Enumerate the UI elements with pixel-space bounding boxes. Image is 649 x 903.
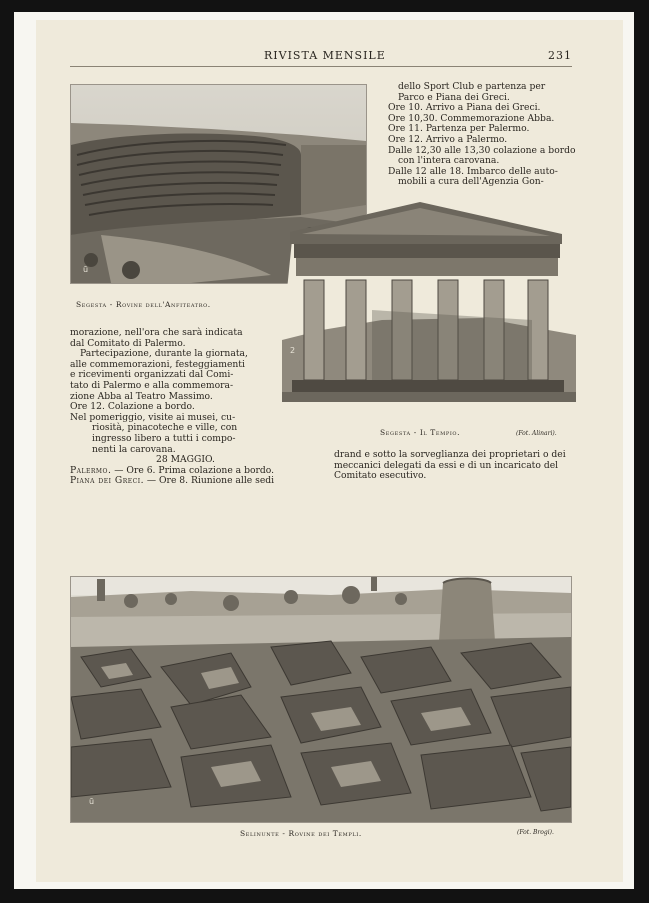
magazine-title: RIVISTA MENSILE [264, 49, 386, 62]
text-line: Ore 12. Colazione a bordo. [70, 401, 195, 413]
temple-illustration [282, 200, 576, 402]
text-line: Comitato esecutivo. [334, 470, 427, 482]
text-line: alle commemorazioni, festeggiamenti [70, 358, 245, 370]
text-line: Dalle 12 alle 18. Imbarco delle auto- [388, 165, 558, 177]
text-line: Parco e Piana dei Greci. [398, 91, 510, 103]
selinunte-illustration [71, 577, 571, 822]
photo-number-2: 2 [290, 346, 296, 355]
text-line: morazione, nell'ora che sarà indicata [70, 327, 243, 338]
temple-photo-credit: (Fot. Alinari). [516, 430, 557, 437]
text-line: con l'intera carovana. [398, 155, 500, 167]
text-line: Partecipazione, durante la giornata, [80, 348, 248, 360]
right-column-bottom-text [334, 450, 566, 482]
running-header [70, 48, 572, 67]
text-line: drand e sotto la sorveglianza dei proprietari o dei [334, 449, 566, 460]
place-name: Palermo. [70, 464, 112, 476]
text-line: tato di Palermo e alla commemora- [70, 379, 234, 391]
text-line: Dalle 12,30 alle 13,30 colazione a bordo [388, 144, 576, 156]
text-line: Ore 11. Partenza per Palermo. [388, 123, 530, 135]
date-heading: 28 MAGGIO. [156, 454, 215, 466]
text-line: mobili a cura dell'Agenzia Gon- [398, 176, 544, 188]
text-line: Ore 10,30. Commemorazione Abba. [388, 112, 555, 124]
right-column-top-text [388, 82, 576, 188]
selinunte-photo-credit: (Fot. Brogi). [517, 829, 554, 836]
text-line: zione Abba al Teatro Massimo. [70, 390, 213, 402]
text-line: dello Sport Club e partenza per [398, 81, 546, 92]
place-name: Piana dei Greci. [70, 475, 144, 487]
text-line: nenti la carovana. [92, 443, 176, 455]
text-line: ingresso libero a tutti i compo- [92, 432, 236, 444]
photo-number-1: ū [83, 265, 89, 274]
amphitheatre-caption: Segesta - Rovine dell'Anfiteatro. [76, 300, 211, 309]
selinunte-photo [70, 576, 572, 823]
selinunte-caption: Selinunte - Rovine dei Templi. [240, 829, 362, 838]
temple-photo [282, 200, 576, 402]
text-fragment: — Ore 6. Prima colazione a bordo. [111, 464, 275, 476]
left-column-text [70, 328, 274, 487]
page-number: 231 [548, 49, 572, 62]
text-line: meccanici delegati da essi e di un incaricato del [334, 459, 559, 471]
text-line: Nel pomeriggio, visite ai musei, cu- [70, 411, 236, 423]
text-fragment: — Ore 8. Riunione alle sedi [144, 475, 275, 487]
text-line: riosità, pinacoteche e ville, con [92, 422, 238, 434]
text-line: Ore 12. Arrivo a Palermo. [388, 133, 508, 145]
text-line: dal Comitato di Palermo. [70, 337, 186, 349]
text-line: Ore 10. Arrivo a Piana dei Greci. [388, 102, 541, 114]
text-line: e ricevimenti organizzati dal Comi- [70, 369, 234, 381]
temple-caption: Segesta - Il Tempio. [380, 428, 461, 437]
photo-number-3: ū [89, 797, 95, 806]
text-line [70, 476, 274, 487]
